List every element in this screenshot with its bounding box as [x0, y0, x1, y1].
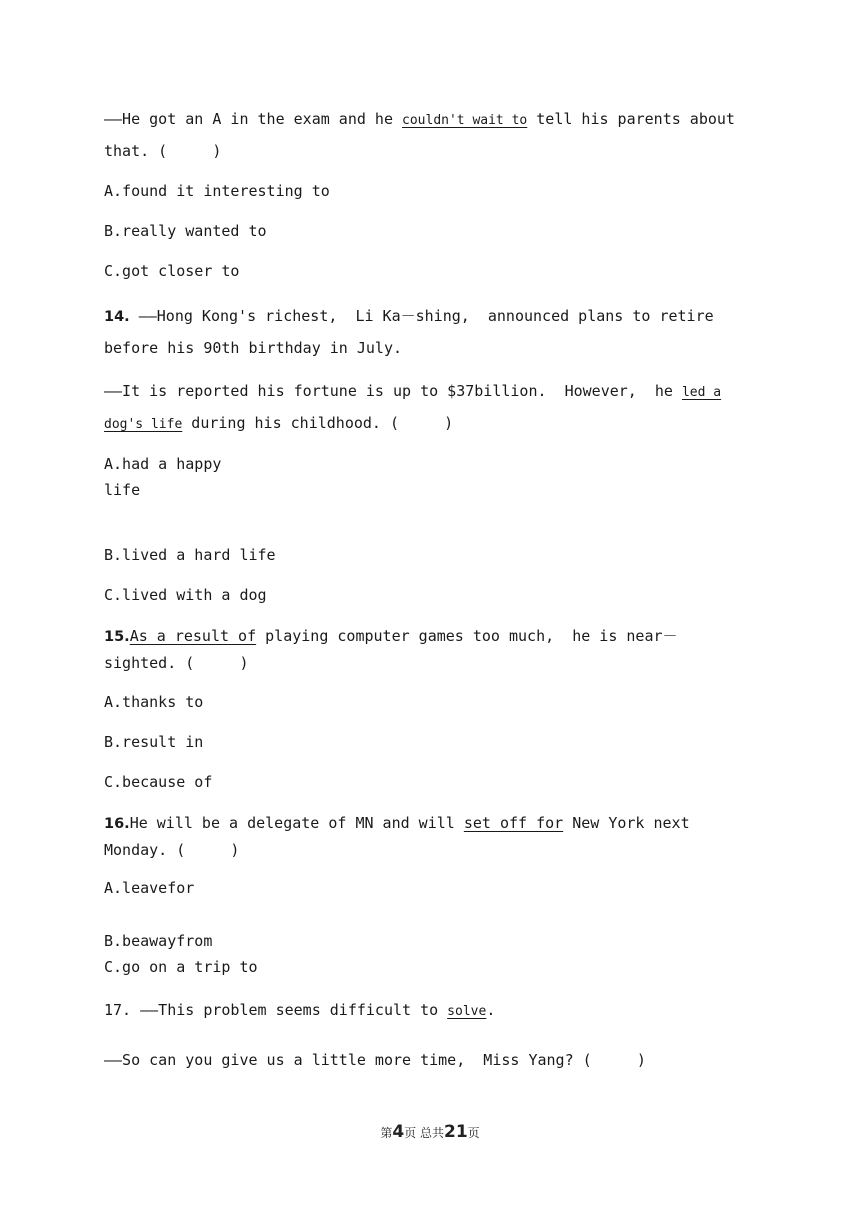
- q16-option-c: C.go on a trip to: [104, 958, 258, 976]
- q16-option-b: B.beawayfrom: [104, 932, 213, 950]
- q16-line-a: He will be a delegate of MN and will: [129, 814, 464, 832]
- footer-prefix: 第: [380, 1126, 393, 1140]
- q14-option-c: C.lived with a dog: [104, 586, 267, 604]
- q13-line-c: that. ( ): [104, 142, 222, 160]
- q14-underlined-2: dog's life: [104, 417, 183, 432]
- q13-line-b: tell his parents about: [527, 110, 735, 128]
- q17-line-a-end: .: [486, 1001, 496, 1019]
- q17-underlined-word: solve: [447, 1004, 487, 1019]
- q16-underlined-phrase: set off for: [463, 814, 564, 832]
- q14-line-d: during his childhood. ( ): [182, 414, 454, 432]
- q14-option-a-line-1: A.had a happy: [104, 455, 222, 473]
- q15-number: 15.: [104, 629, 130, 645]
- q14-line-b: before his 90th birthday in July.: [104, 339, 403, 357]
- q13-prompt: [104, 104, 754, 167]
- q14-number: 14.: [104, 309, 130, 325]
- q13-underlined-phrase: couldn't wait to: [402, 113, 528, 128]
- q16-number: 16.: [104, 816, 130, 832]
- q15-prompt: [104, 623, 754, 676]
- q14-prompt: [104, 301, 754, 364]
- q16-options-bc: [104, 928, 754, 980]
- q13-option-c: C.got closer to: [104, 262, 240, 280]
- q14-line-c: ——It is reported his fortune is up to $37billion. However, he: [104, 382, 682, 400]
- q16-option-a: A.leavefor: [104, 879, 195, 897]
- q17-dialogue: ——So can you give us a little more time, Miss Yang? ( ): [104, 1051, 646, 1069]
- q17-prompt: [104, 995, 754, 1027]
- footer-page-number: 4: [392, 1122, 405, 1142]
- q13-option-a: A.found it interesting to: [104, 182, 330, 200]
- q15-line-b: sighted. ( ): [104, 654, 249, 672]
- q14-option-a-line-2: life: [104, 481, 141, 499]
- q16-prompt: [104, 810, 754, 863]
- q14-option-a: [104, 451, 754, 503]
- q16-line-b: New York next: [563, 814, 690, 832]
- q14-dialogue: [104, 376, 754, 440]
- footer-middle: 页 总共: [404, 1126, 444, 1140]
- q15-underlined-phrase: As a result of: [129, 627, 257, 645]
- q15-option-b: B.result in: [104, 733, 204, 751]
- q17-line-a: 17. ——This problem seems difficult to: [104, 1001, 448, 1019]
- q15-option-a: A.thanks to: [104, 693, 204, 711]
- q14-option-b: B.lived a hard life: [104, 546, 276, 564]
- q15-line-a: playing computer games too much, he is near－: [256, 627, 678, 645]
- q14-line-a: ——Hong Kong's richest, Li Ka－shing, announced plans to retire: [129, 307, 714, 325]
- q13-line-a: ——He got an A in the exam and he: [104, 110, 403, 128]
- q16-line-c: Monday. ( ): [104, 841, 240, 859]
- q14-underlined-1: led a: [681, 385, 722, 400]
- q15-option-c: C.because of: [104, 773, 213, 791]
- page-footer: [0, 1122, 860, 1142]
- footer-total-pages: 21: [444, 1122, 468, 1142]
- q13-option-b: B.really wanted to: [104, 222, 267, 240]
- footer-suffix: 页: [467, 1126, 480, 1140]
